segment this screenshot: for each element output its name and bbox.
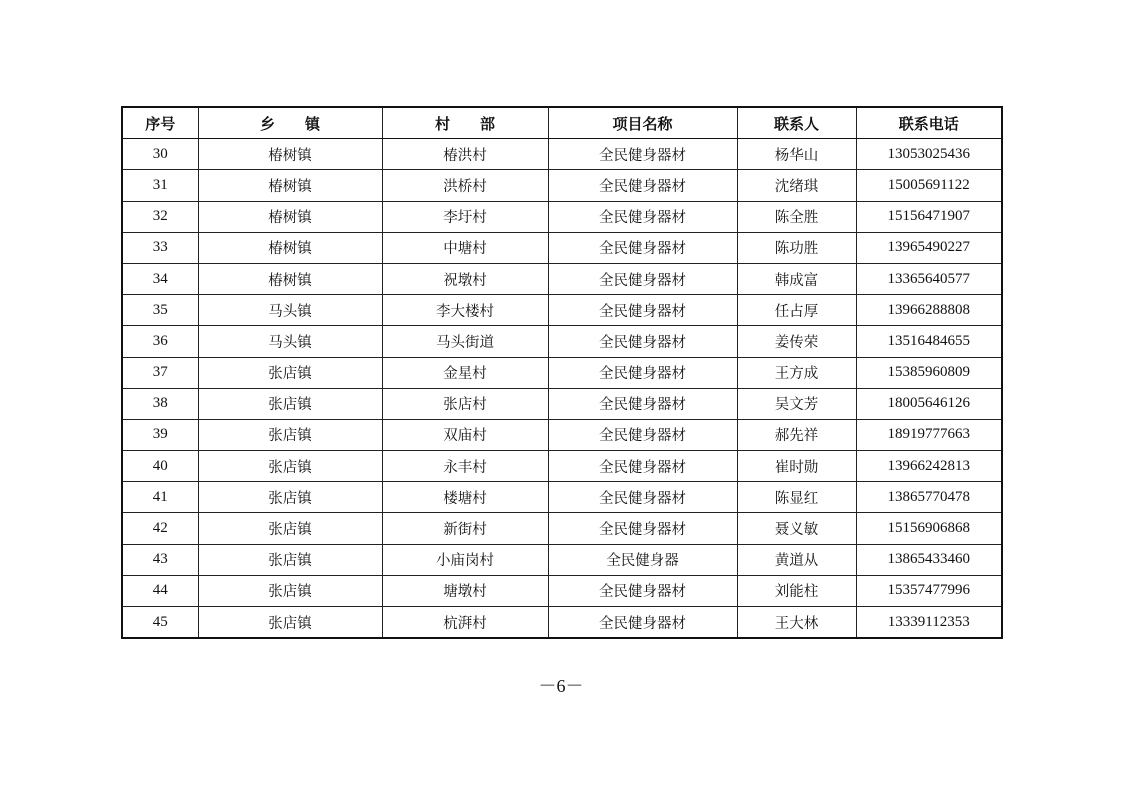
cell-contact: 聂义敏 [737,513,856,544]
cell-contact: 黄道从 [737,544,856,575]
cell-phone: 15005691122 [856,170,1002,201]
cell-contact: 王方成 [737,357,856,388]
cell-village: 新街村 [382,513,548,544]
cell-contact: 刘能柱 [737,575,856,606]
cell-seq: 37 [122,357,198,388]
cell-town: 张店镇 [198,513,382,544]
cell-village: 中塘村 [382,232,548,263]
cell-phone: 13966288808 [856,295,1002,326]
cell-village: 李大楼村 [382,295,548,326]
cell-project: 全民健身器 [548,544,737,575]
cell-village: 双庙村 [382,419,548,450]
cell-town: 张店镇 [198,419,382,450]
cell-town: 张店镇 [198,451,382,482]
cell-phone: 13965490227 [856,232,1002,263]
cell-town: 张店镇 [198,544,382,575]
cell-phone: 18919777663 [856,419,1002,450]
cell-project: 全民健身器材 [548,139,737,170]
cell-village: 李圩村 [382,201,548,232]
cell-village: 永丰村 [382,451,548,482]
cell-contact: 任占厚 [737,295,856,326]
cell-town: 椿树镇 [198,139,382,170]
header-contact: 联系人 [737,107,856,139]
cell-contact: 陈显红 [737,482,856,513]
table-row [122,575,1002,606]
cell-seq: 40 [122,451,198,482]
cell-village: 金星村 [382,357,548,388]
cell-town: 椿树镇 [198,170,382,201]
table-row [122,295,1002,326]
table-header-row [122,107,1002,139]
cell-project: 全民健身器材 [548,513,737,544]
cell-town: 马头镇 [198,326,382,357]
cell-project: 全民健身器材 [548,357,737,388]
cell-project: 全民健身器材 [548,482,737,513]
cell-seq: 41 [122,482,198,513]
cell-town: 张店镇 [198,388,382,419]
cell-contact: 沈绪琪 [737,170,856,201]
cell-seq: 44 [122,575,198,606]
cell-contact: 陈功胜 [737,232,856,263]
page-number: －6－ [538,676,584,696]
cell-village: 楼塘村 [382,482,548,513]
table-row [122,419,1002,450]
cell-seq: 38 [122,388,198,419]
cell-seq: 32 [122,201,198,232]
cell-village: 马头街道 [382,326,548,357]
cell-contact: 杨华山 [737,139,856,170]
cell-town: 椿树镇 [198,263,382,294]
equipment-roster-table [121,106,1003,639]
cell-phone: 13865770478 [856,482,1002,513]
header-seq: 序号 [122,107,198,139]
cell-village: 洪桥村 [382,170,548,201]
cell-contact: 郝先祥 [737,419,856,450]
cell-seq: 34 [122,263,198,294]
table-row [122,170,1002,201]
cell-project: 全民健身器材 [548,170,737,201]
cell-seq: 31 [122,170,198,201]
cell-seq: 42 [122,513,198,544]
cell-town: 椿树镇 [198,232,382,263]
header-town: 乡 镇 [198,107,382,139]
cell-project: 全民健身器材 [548,263,737,294]
table-row [122,513,1002,544]
cell-phone: 13516484655 [856,326,1002,357]
cell-town: 马头镇 [198,295,382,326]
cell-project: 全民健身器材 [548,326,737,357]
cell-phone: 13365640577 [856,263,1002,294]
table-row [122,232,1002,263]
cell-seq: 36 [122,326,198,357]
cell-contact: 姜传荣 [737,326,856,357]
table-row [122,357,1002,388]
cell-town: 张店镇 [198,357,382,388]
cell-contact: 王大林 [737,607,856,639]
cell-town: 张店镇 [198,607,382,639]
cell-phone: 15385960809 [856,357,1002,388]
cell-phone: 13966242813 [856,451,1002,482]
cell-contact: 崔时勋 [737,451,856,482]
cell-village: 塘墩村 [382,575,548,606]
table-body [122,139,1002,639]
cell-project: 全民健身器材 [548,388,737,419]
cell-contact: 韩成富 [737,263,856,294]
cell-contact: 陈全胜 [737,201,856,232]
cell-project: 全民健身器材 [548,575,737,606]
cell-town: 张店镇 [198,482,382,513]
table-row [122,201,1002,232]
table-row [122,139,1002,170]
cell-village: 小庙岗村 [382,544,548,575]
cell-seq: 43 [122,544,198,575]
cell-village: 椿洪村 [382,139,548,170]
table-row [122,451,1002,482]
table-row [122,607,1002,639]
cell-seq: 33 [122,232,198,263]
cell-project: 全民健身器材 [548,201,737,232]
cell-project: 全民健身器材 [548,451,737,482]
cell-village: 祝墩村 [382,263,548,294]
table-row [122,263,1002,294]
cell-project: 全民健身器材 [548,607,737,639]
cell-contact: 吴文芳 [737,388,856,419]
cell-seq: 45 [122,607,198,639]
cell-seq: 39 [122,419,198,450]
cell-seq: 35 [122,295,198,326]
cell-village: 张店村 [382,388,548,419]
cell-seq: 30 [122,139,198,170]
cell-village: 杭湃村 [382,607,548,639]
cell-phone: 13865433460 [856,544,1002,575]
table-row [122,388,1002,419]
cell-phone: 13053025436 [856,139,1002,170]
cell-project: 全民健身器材 [548,232,737,263]
header-village: 村 部 [382,107,548,139]
table-row [122,482,1002,513]
table-row [122,544,1002,575]
table-row [122,326,1002,357]
cell-phone: 18005646126 [856,388,1002,419]
cell-project: 全民健身器材 [548,419,737,450]
cell-phone: 15156906868 [856,513,1002,544]
header-phone: 联系电话 [856,107,1002,139]
header-project: 项目名称 [548,107,737,139]
cell-town: 张店镇 [198,575,382,606]
cell-phone: 15156471907 [856,201,1002,232]
cell-project: 全民健身器材 [548,295,737,326]
cell-town: 椿树镇 [198,201,382,232]
cell-phone: 15357477996 [856,575,1002,606]
cell-phone: 13339112353 [856,607,1002,639]
